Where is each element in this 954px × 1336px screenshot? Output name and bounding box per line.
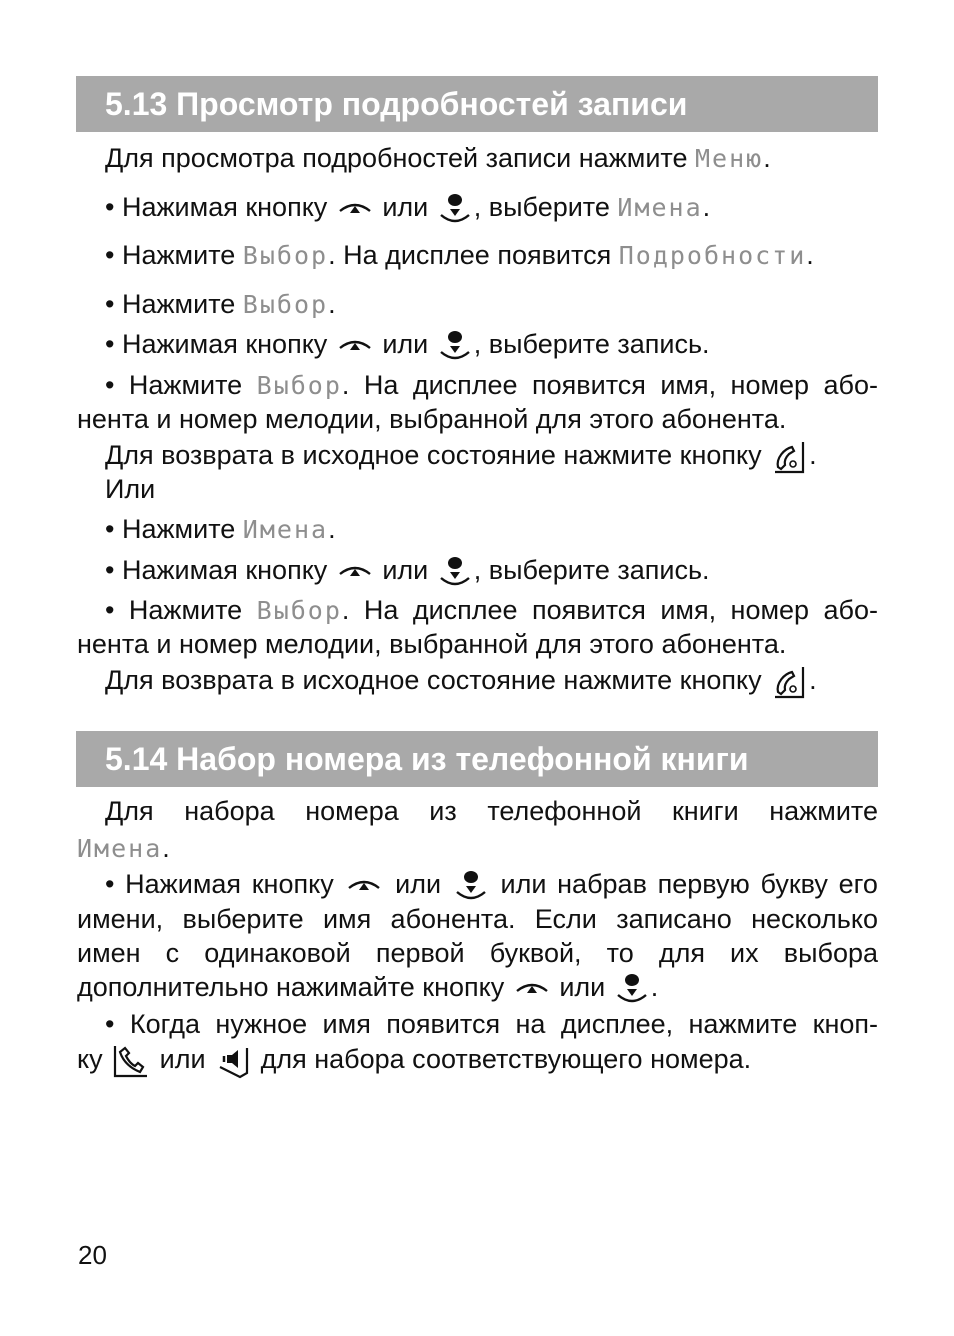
paragraph-line: ку или для набора соответствующего номера. [77,1042,751,1079]
paragraph-line: имен с одинаковой первой буквой, то для их выбора [77,938,878,968]
paragraph-line: нента и номер мелодии, выбранной для этого абонента. [77,629,787,659]
section-title: 5.13 Просмотр подробностей записи [105,86,688,122]
bullet-line: • Нажимая кнопку или , выберите Имена. [105,190,710,226]
bullet-line: • Нажимая кнопку или или набрав первую букву его [105,867,878,903]
section-title: 5.14 Набор номера из телефонной книги [105,741,749,777]
up-arrow-key-icon [347,874,381,898]
section-header-5-13 [76,76,878,132]
paragraph-line: Для возврата в исходное состояние нажмите кнопку . [105,438,817,474]
lcd-text-names: Имена [617,193,703,222]
down-arrow-key-icon [616,972,648,1006]
section-header-5-14 [76,731,878,787]
up-arrow-key-icon [338,560,372,584]
paragraph-line: Или [105,474,156,504]
call-key-icon [113,1044,149,1078]
lcd-text-select: Выбор [256,371,342,400]
up-arrow-key-icon [515,977,549,1001]
bullet-line: • Нажимая кнопку или , выберите запись. [105,553,710,589]
paragraph-line: Для возврата в исходное состояние нажмите кнопку . [105,663,817,699]
paragraph-line: дополнительно нажимайте кнопку или . [77,970,658,1006]
lcd-text-names: Имена [77,834,163,863]
down-arrow-key-icon [455,869,487,903]
paragraph-line: нента и номер мелодии, выбранной для этого абонента. [77,404,787,434]
bullet-line: • Нажмите Выбор. На дисплее появится имя, номер або- [105,595,878,625]
end-call-key-icon [772,440,806,474]
bullet-line: • Нажмите Выбор. На дисплее появится Подробности. [105,240,814,270]
bullet-line: • Нажмите Имена. [105,514,336,544]
lcd-text-menu: Меню [695,144,764,173]
paragraph-line: имени, выберите имя абонента. Если записано несколько [77,904,878,934]
lcd-text-details: Подробности [618,241,807,270]
paragraph-line: Для просмотра подробностей записи нажмите Меню. [105,143,771,173]
bullet-line: • Нажмите Выбор. На дисплее появится имя, номер або- [105,370,878,400]
down-arrow-key-icon [439,555,471,589]
up-arrow-key-icon [338,334,372,358]
lcd-text-select: Выбор [242,241,329,270]
lcd-text-select: Выбор [242,290,329,319]
paragraph-line: Имена. [77,833,170,863]
speaker-key-icon [216,1043,250,1079]
page-number: 20 [78,1240,107,1270]
down-arrow-key-icon [439,192,471,226]
end-call-key-icon [772,665,806,699]
up-arrow-key-icon [338,197,372,221]
lcd-text-names: Имена [242,515,329,544]
bullet-line: • Нажимая кнопку или , выберите запись. [105,327,710,363]
bullet-line: • Когда нужное имя появится на дисплее, нажмите кноп- [105,1009,878,1039]
down-arrow-key-icon [439,329,471,363]
lcd-text-select: Выбор [256,596,342,625]
bullet-line: • Нажмите Выбор. [105,289,336,319]
paragraph-line: Для набора номера из телефонной книги нажмите [105,796,878,826]
